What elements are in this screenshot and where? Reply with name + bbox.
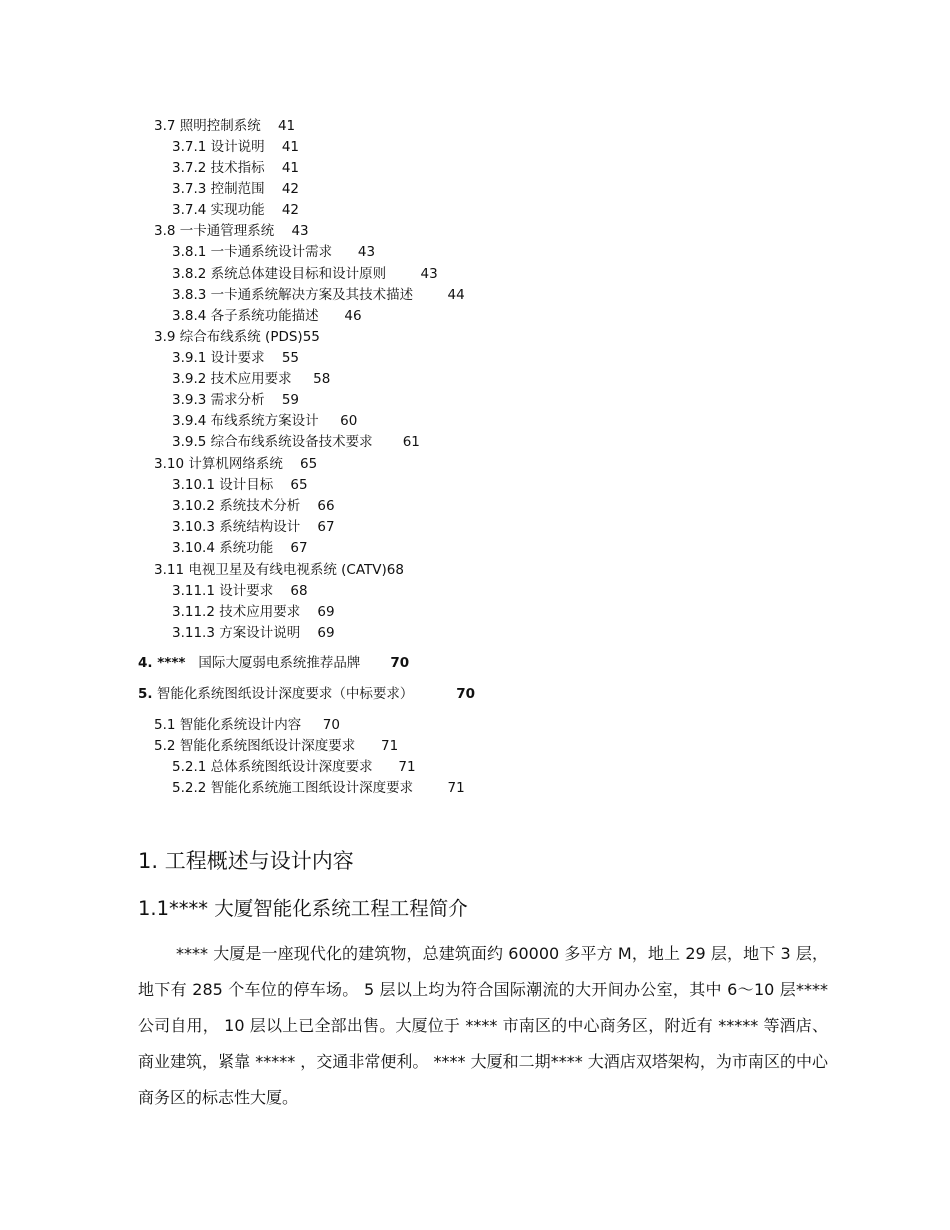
toc-entry[interactable]: 3.8.3 一卡通系统解决方案及其技术描述 44 <box>172 287 465 303</box>
toc-entry[interactable]: 3.9.5 综合布线系统设备技术要求 61 <box>172 434 420 450</box>
toc-entry-chapter[interactable]: 5. 智能化系统图纸设计深度要求（中标要求） 70 <box>138 686 476 702</box>
toc-entry[interactable]: 3.10.1 设计目标 65 <box>172 477 308 493</box>
toc-entry[interactable]: 3.7 照明控制系统 41 <box>154 118 296 134</box>
toc-entry[interactable]: 3.10.4 系统功能 67 <box>172 540 308 556</box>
toc-entry[interactable]: 3.9.2 技术应用要求 58 <box>172 371 331 387</box>
toc-entry[interactable]: 3.8 一卡通管理系统 43 <box>154 223 309 239</box>
body-paragraph: **** 大厦是一座现代化的建筑物，总建筑面约 60000 多平方 M，地上 29 层，地下 3 层，地下有 285 个车位的停车场。 5 层以上均为符合国际潮流的大开间办公室，其中 6～10 层**** 公司自用， 10 层以上已全部出售。大厦位于 **** 市南区的中心商务区，附近有 ***** 等酒店、商业建筑，紧靠 ***** ，交通非常便利。 **** 大厦和二期**** 大酒店双塔架构，为市南区的中心商务区的标志性大厦。 <box>138 944 828 1107</box>
toc-entry[interactable]: 3.7.4 实现功能 42 <box>172 202 300 218</box>
toc-entry[interactable]: 5.1 智能化系统设计内容 70 <box>154 717 340 733</box>
toc-entry[interactable]: 3.9.1 设计要求 55 <box>172 350 300 366</box>
toc-entry[interactable]: 3.11.3 方案设计说明 69 <box>172 625 335 641</box>
section-heading: 1. 工程概述与设计内容 <box>138 849 354 873</box>
toc-entry[interactable]: 3.10.2 系统技术分析 66 <box>172 498 335 514</box>
toc-entry[interactable]: 5.2.2 智能化系统施工图纸设计深度要求 71 <box>172 780 465 796</box>
toc-entry[interactable]: 3.7.1 设计说明 41 <box>172 139 300 155</box>
toc-entry[interactable]: 3.9.4 布线系统方案设计 60 <box>172 413 358 429</box>
toc-entry[interactable]: 3.11 电视卫星及有线电视系统 (CATV)68 <box>154 562 404 578</box>
toc-entry[interactable]: 3.7.2 技术指标 41 <box>172 160 300 176</box>
toc-entry[interactable]: 5.2 智能化系统图纸设计深度要求 71 <box>154 738 399 754</box>
toc-entry[interactable]: 3.8.4 各子系统功能描述 46 <box>172 308 362 324</box>
toc-entry[interactable]: 3.8.2 系统总体建设目标和设计原则 43 <box>172 266 438 282</box>
toc-entry[interactable]: 5.2.1 总体系统图纸设计深度要求 71 <box>172 759 416 775</box>
toc-entry[interactable]: 3.11.2 技术应用要求 69 <box>172 604 335 620</box>
toc-entry[interactable]: 3.9.3 需求分析 59 <box>172 392 300 408</box>
subsection-heading: 1.1**** 大厦智能化系统工程工程简介 <box>138 897 468 920</box>
toc-entry[interactable]: 3.9 综合布线系统 (PDS)55 <box>154 329 320 345</box>
toc-entry[interactable]: 3.7.3 控制范围 42 <box>172 181 300 197</box>
toc-entry[interactable]: 3.10 计算机网络系统 65 <box>154 456 318 472</box>
toc-entry[interactable]: 3.10.3 系统结构设计 67 <box>172 519 335 535</box>
toc-entry[interactable]: 3.11.1 设计要求 68 <box>172 583 308 599</box>
toc-entry-chapter[interactable]: 4. **** 国际大厦弱电系统推荐品牌 70 <box>138 655 410 671</box>
toc-entry[interactable]: 3.8.1 一卡通系统设计需求 43 <box>172 244 376 260</box>
